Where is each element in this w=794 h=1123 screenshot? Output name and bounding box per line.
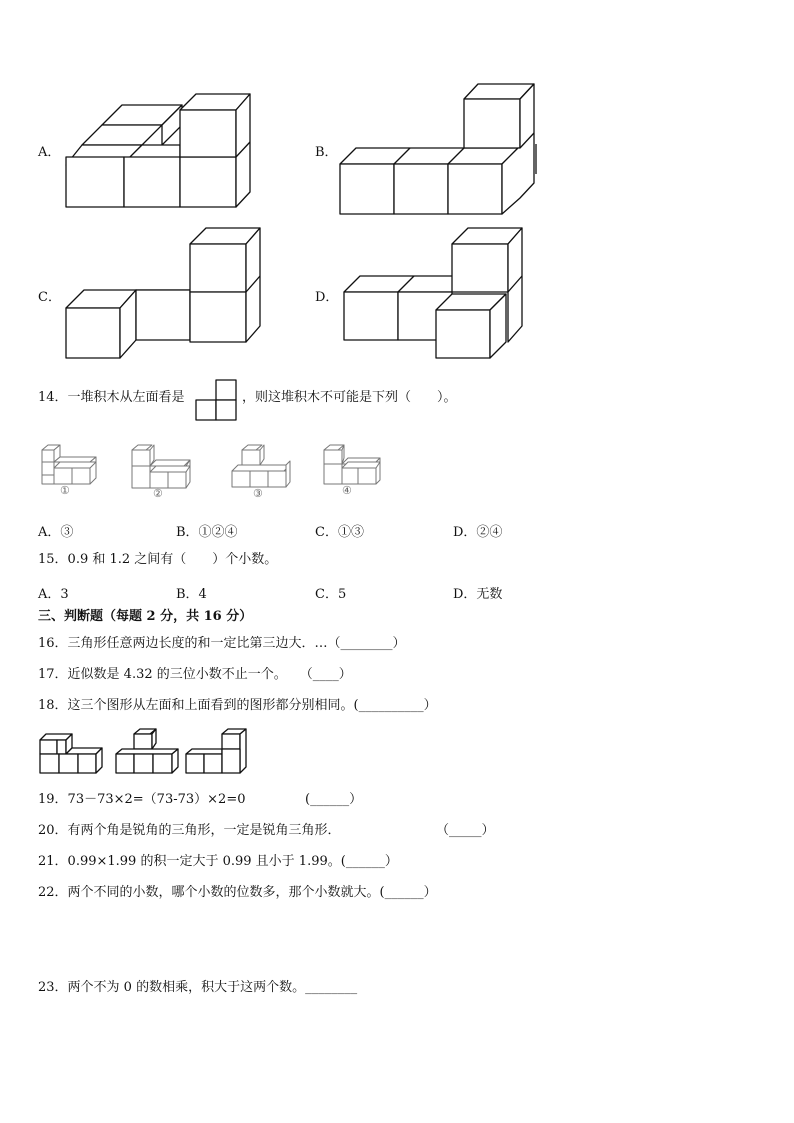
q15-choice-c[interactable]: C．5 xyxy=(315,587,347,602)
d-cube-front xyxy=(436,310,490,358)
q14-figure-2 xyxy=(128,444,198,499)
a-cube-front3 xyxy=(180,157,236,207)
c-cube-lower xyxy=(190,292,246,342)
q15-choice-b[interactable]: B．4 xyxy=(176,587,207,602)
q23-text: 23．两个不为 0 的数相乘，积大于这两个数。________ xyxy=(38,980,358,995)
q14-choice-a[interactable]: A．③ xyxy=(38,525,74,540)
b-cube-front2 xyxy=(394,164,448,214)
section3-heading: 三、判断题（每题 2 分，共 16 分） xyxy=(38,609,253,624)
q14-choice-d[interactable]: D．②④ xyxy=(453,525,503,540)
option-d-label: D． xyxy=(315,290,339,305)
a-cube-upper-right xyxy=(180,110,236,157)
q21-text: 21．0.99×1.99 的积一定大于 0.99 且小于 1.99。(______） xyxy=(38,854,398,869)
q14-choice-c[interactable]: C．①③ xyxy=(315,525,364,540)
q14-suffix: ，则这堆积木不可能是下列（ ）。 xyxy=(242,390,457,405)
q19-text: 19．73－73×2=（73-73）×2=0 xyxy=(38,792,246,807)
option-c-figure xyxy=(62,226,272,361)
q16-text: 16．三角形任意两边长度的和一定比第三边大．…（________） xyxy=(38,636,406,651)
a-cube-side-right xyxy=(236,94,250,207)
q15-choice-d[interactable]: D．无数 xyxy=(453,587,503,602)
b-top-row xyxy=(340,148,518,164)
a-cube-front1 xyxy=(66,157,124,207)
q14-figure-3 xyxy=(228,444,298,499)
option-b-label: B． xyxy=(315,145,338,160)
c-cube-back xyxy=(136,290,190,340)
d-side-tall xyxy=(508,228,522,342)
q15-choice-a[interactable]: A．3 xyxy=(38,587,69,602)
option-b-figure xyxy=(338,82,548,217)
q20-blank[interactable]: （_____） xyxy=(436,823,495,838)
q22-text: 22．两个不同的小数，哪个小数的位数多，那个小数就大。(______） xyxy=(38,885,437,900)
q14-prefix: 14．一堆积木从左面看是 xyxy=(38,390,185,405)
q14-choice-b[interactable]: B．①②④ xyxy=(176,525,238,540)
q15-text: 15．0.9 和 1.2 之间有（ ）个小数。 xyxy=(38,552,278,567)
q14-caption-1: ① xyxy=(60,484,70,497)
q14-left-view-figure xyxy=(194,378,240,424)
q17-text: 17．近似数是 4.32 的三位小数不止一个。 （____） xyxy=(38,667,352,682)
a-cube-front2 xyxy=(124,157,180,207)
c-cube-front1 xyxy=(66,308,120,358)
q14-figure-4 xyxy=(320,444,386,499)
q20-text: 20．有两个角是锐角的三角形，一定是锐角三角形． xyxy=(38,823,341,838)
d-top-row xyxy=(344,276,466,292)
q19-blank[interactable]: (______） xyxy=(305,792,363,807)
q14-caption-2: ② xyxy=(153,487,163,500)
d-cube-upper xyxy=(452,244,508,292)
option-a-figure xyxy=(60,90,260,210)
q14-figure-1 xyxy=(38,444,102,499)
b-cube-front3 xyxy=(448,164,502,214)
q18-figures xyxy=(38,728,258,778)
option-c-label: C． xyxy=(38,290,61,305)
b-cube-upper xyxy=(464,99,520,148)
option-a-label: A． xyxy=(38,145,61,160)
d-cube-back1 xyxy=(344,292,398,340)
c-side-tall xyxy=(246,228,260,342)
q14-caption-3: ③ xyxy=(253,487,263,500)
a-cube-top-mid xyxy=(82,125,162,145)
c-cube-upper xyxy=(190,244,246,292)
q14-caption-4: ④ xyxy=(342,484,352,497)
option-d-figure xyxy=(340,226,550,361)
q18-text: 18．这三个图形从左面和上面看到的图形都分别相同。(__________） xyxy=(38,698,437,713)
b-cube-front1 xyxy=(340,164,394,214)
